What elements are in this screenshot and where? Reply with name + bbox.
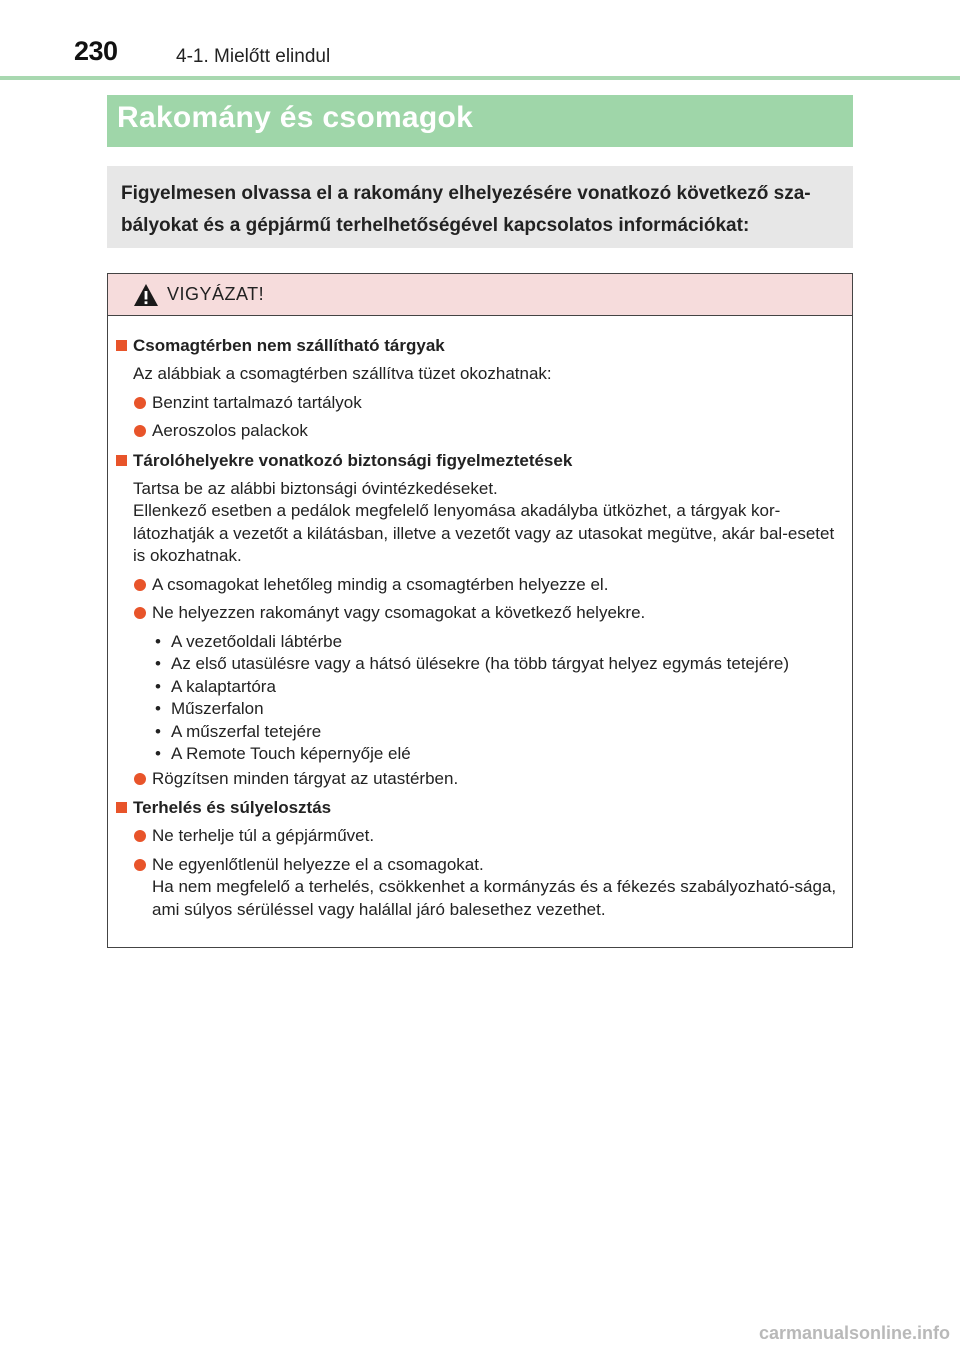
bullet-dot-icon — [134, 830, 146, 842]
sub-item: • A műszerfal tetejére — [155, 721, 322, 741]
title-bar — [107, 95, 853, 147]
bullet-item: Aeroszolos palackok — [133, 420, 845, 443]
section-heading: Csomagtérben nem szállítható tárgyak — [116, 334, 852, 357]
sub-item: • A kalaptartóra — [155, 676, 276, 696]
page-header — [0, 0, 960, 80]
header-rule — [0, 76, 960, 80]
bullet-item: A csomagokat lehetőleg mindig a csomagtérben helyezze el. — [133, 574, 845, 597]
bullet-continuation: Ha nem megfelelő a terhelés, csökkenhet a kormányzás és a fékezés szabályozható-sága, ami súlyos sérüléssel vagy halállal járó balesethez vezethet. — [152, 877, 837, 919]
square-bullet-icon — [116, 802, 127, 813]
warning-label: VIGYÁZAT! — [167, 284, 265, 304]
square-bullet-icon — [116, 340, 127, 351]
paragraph: Az alábbiak a csomagtérben szállítva tüzet okozhatnak: — [133, 364, 552, 383]
intro-text: Figyelmesen olvassa el a rakomány elhelyezésére vonatkozó következő sza-bályokat és a gépjármű terhelhetőségével kapcsolatos információkat: — [121, 183, 811, 236]
paragraph: Tartsa be az alábbi biztonsági óvintézkedéseket. — [133, 478, 498, 498]
bullet-item: Benzint tartalmazó tartályok — [133, 392, 845, 415]
page-number: 230 — [74, 36, 118, 66]
bullet-dot-icon — [134, 773, 146, 785]
sub-item: • Műszerfalon — [155, 699, 264, 718]
sub-item: • A vezetőoldali lábtérbe — [155, 631, 343, 651]
square-bullet-icon — [116, 455, 127, 466]
page-title: Rakomány és csomagok — [117, 101, 474, 134]
bullet-dot-icon — [134, 425, 146, 437]
sub-item: • Az első utasülésre vagy a hátsó ülésekre (ha több tárgyat helyez egymás tetejére) — [155, 654, 790, 673]
footer-watermark: carmanualsonline.info — [758, 1323, 950, 1343]
warning-content — [108, 334, 852, 927]
section-heading: Tárolóhelyekre vonatkozó biztonsági figyelmeztetések — [116, 449, 852, 472]
paragraph: Ellenkező esetben a pedálok megfelelő lenyomása akadályba ütközhet, a tárgyak kor-látozhatják a vezetőt a kilátásban, illetve a vezetőt vagy az utasokat megütve, akár bal-esetet is okozhatnak. — [133, 501, 835, 565]
warning-triangle-icon — [133, 283, 159, 307]
warning-header — [108, 274, 852, 316]
bullet-dot-icon — [134, 607, 146, 619]
bullet-item: Ne egyenlőtlenül helyezze el a csomagokat. Ha nem megfelelő a terhelés, csökkenhet a kormányzás és a fékezés szabályozható-sága, ami súlyos sérüléssel vagy halállal járó balesethez vezethet. — [133, 854, 845, 922]
warning-box — [107, 273, 853, 948]
sub-list — [154, 631, 852, 766]
section-label: 4-1. Mielőtt elindul — [176, 46, 331, 67]
bullet-item: Ne terhelje túl a gépjárművet. — [133, 825, 845, 848]
bullet-item: Ne helyezzen rakományt vagy csomagokat a következő helyekre. — [133, 602, 845, 625]
bullet-dot-icon — [134, 579, 146, 591]
intro-box — [107, 166, 853, 248]
sub-item: • A Remote Touch képernyője elé — [155, 744, 411, 763]
section-heading: Terhelés és súlyelosztás — [116, 796, 852, 819]
bullet-dot-icon — [134, 859, 146, 871]
bullet-dot-icon — [134, 397, 146, 409]
bullet-item: Rögzítsen minden tárgyat az utastérben. — [133, 768, 845, 791]
